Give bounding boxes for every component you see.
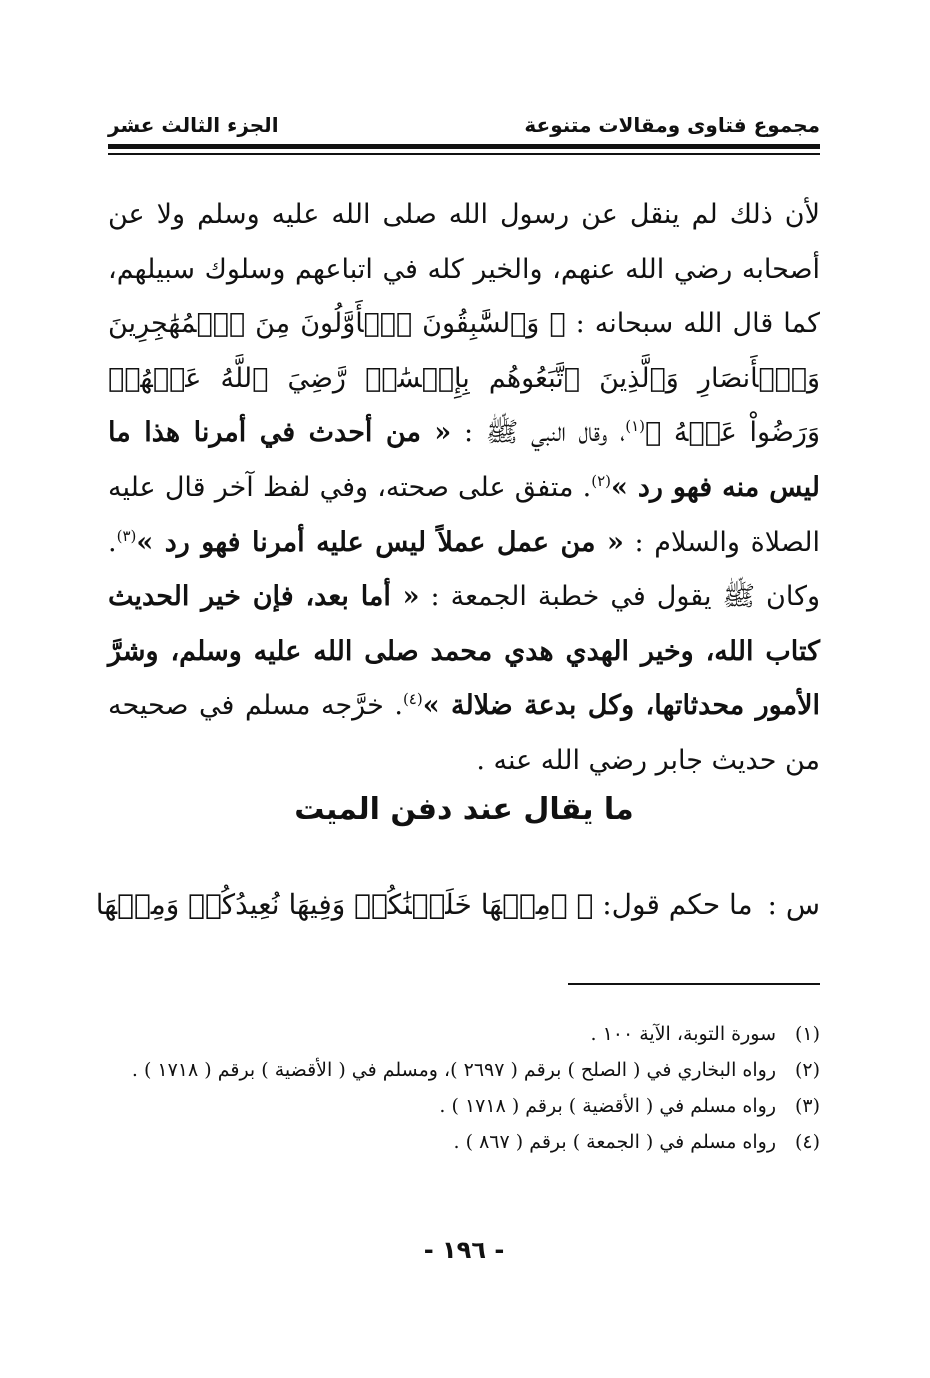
footnote-number: (١) bbox=[794, 1023, 820, 1045]
footnote-separator bbox=[568, 983, 820, 985]
footnote-ref-4: (٤) bbox=[402, 690, 423, 709]
hadith-quote: « من أحدث في أمرنا هذا ما ليس منه فهو رد » bbox=[108, 417, 820, 503]
header-rule-thick bbox=[108, 144, 820, 149]
footnote-item bbox=[108, 1124, 820, 1160]
quran-verse: ﴿ وَٱلسَّٰبِقُونَ ٱلۡأَوَّلُونَ مِنَ ٱلۡمُهَٰجِرِينَ وَٱلۡأَنصَارِ وَٱلَّذِينَ ٱتَّبَعُوهُم بِإِحۡسَٰنٖ رَّضِيَ ٱللَّهُ عَنۡهُمۡ وَرَضُواْ عَنۡهُ ﴾ bbox=[108, 308, 821, 449]
header-book-title: مجموع فتاوى ومقالات متنوعة bbox=[524, 113, 820, 137]
footnote-ref-3: (٣) bbox=[116, 526, 137, 545]
footnote-number: (٣) bbox=[794, 1095, 820, 1117]
footnote-item bbox=[108, 1016, 820, 1052]
footnote-ref-1: (١) bbox=[625, 417, 645, 436]
section-heading: ما يقال عند دفن الميت bbox=[294, 792, 634, 827]
hadith-quote: « من عمل عملاً ليس عليه أمرنا فهو رد » bbox=[136, 526, 624, 558]
footnote-text: رواه البخاري في ( الصلح ) برقم ( ٢٦٩٧ )، ومسلم في ( الأقضية ) برقم ( ١٧١٨ ) . bbox=[131, 1059, 776, 1081]
body-text-segment: . خرَّجه مسلم في صحيحه من حديث جابر رضي الله عنه . bbox=[108, 690, 820, 776]
body-text-segment: . وكان ﷺ يقول في خطبة الجمعة : bbox=[108, 526, 820, 613]
footnote-item bbox=[108, 1088, 820, 1124]
body-paragraph bbox=[108, 188, 820, 789]
footnote-number: (٢) bbox=[794, 1059, 820, 1081]
footnote-text: سورة التوبة، الآية ١٠٠ . bbox=[590, 1023, 776, 1045]
body-text-segment: ، وقال النبي ﷺ : bbox=[451, 417, 626, 449]
running-header bbox=[108, 113, 820, 143]
header-volume: الجزء الثالث عشر bbox=[108, 113, 279, 137]
footnotes bbox=[108, 1016, 820, 1160]
body-text-segment: لأن ذلك لم ينقل عن رسول الله صلى الله عليه وسلم ولا عن أصحابه رضي الله عنهم، والخير كله في اتباعهم وسلوك سبيلهم، كما قال الله سبحانه : bbox=[108, 199, 820, 340]
body-text-segment: . متفق على صحته، وفي لفظ آخر قال عليه الصلاة والسلام : bbox=[108, 471, 820, 558]
hadith-quote: « أما بعد، فإن خير الحديث كتاب الله، وخير الهدي هدي محمد صلى الله عليه وسلم، وشرَّ الأمور محدثاتها، وكل بدعة ضلالة » bbox=[108, 581, 820, 722]
question-line bbox=[95, 888, 820, 921]
footnote-text: رواه مسلم في ( الأقضية ) برقم ( ١٧١٨ ) . bbox=[439, 1095, 776, 1117]
header-rule-thin bbox=[108, 153, 820, 155]
question-text: ما حكم قول: bbox=[593, 888, 753, 921]
question-label: س : bbox=[767, 888, 820, 921]
footnote-item bbox=[108, 1052, 820, 1088]
page-number: - ١٩٦ - bbox=[423, 1236, 505, 1264]
footnote-ref-2: (٢) bbox=[591, 471, 612, 490]
footnote-text: رواه مسلم في ( الجمعة ) برقم ( ٨٦٧ ) . bbox=[453, 1131, 776, 1153]
footnote-number: (٤) bbox=[794, 1131, 820, 1153]
question-verse: ﴿ ۞مِنۡهَا خَلَقۡنَٰكُمۡ وَفِيهَا نُعِيدُكُمۡ وَمِنۡهَا bbox=[95, 888, 594, 921]
